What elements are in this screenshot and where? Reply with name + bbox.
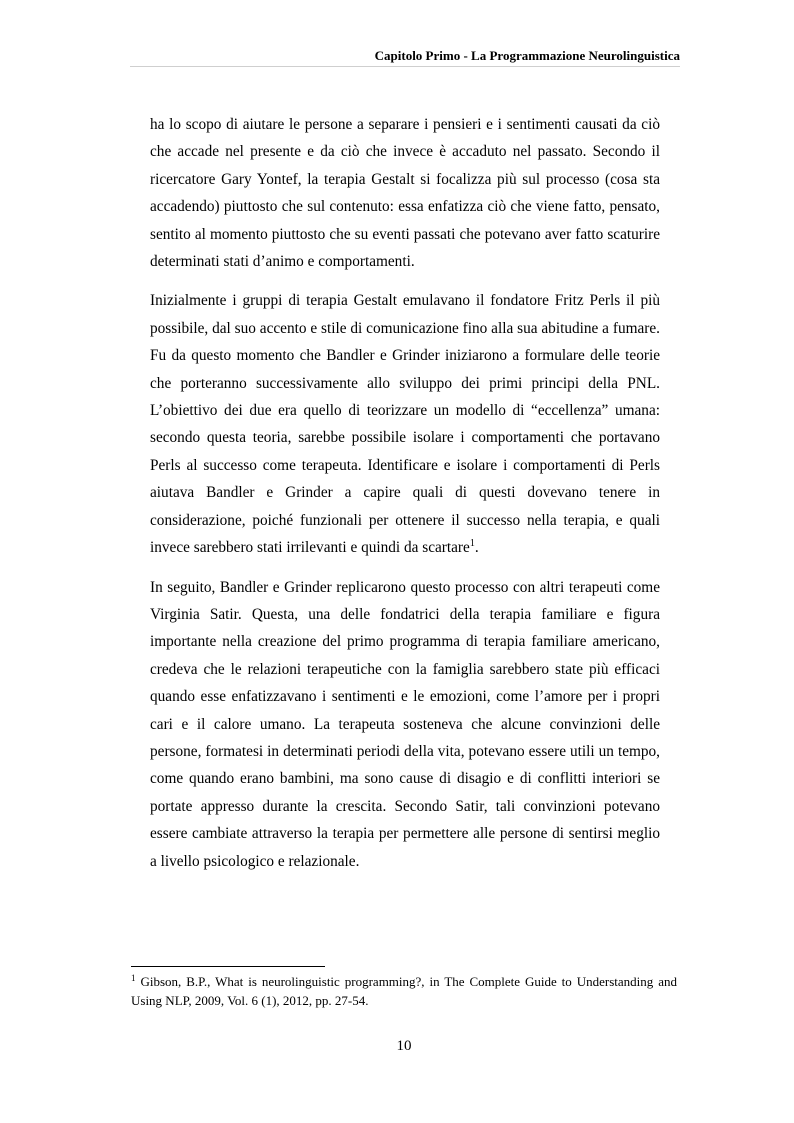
paragraph-2 bbox=[150, 287, 660, 561]
footnote-marker: 1 bbox=[131, 973, 136, 983]
paragraph-1-text: ha lo scopo di aiutare le persone a separare i pensieri e i sentimenti causati da ciò che accade nel presente e da ciò che invece è accaduto nel passato. Secondo il ricercatore Gary Yontef, la terapia Gestalt si focalizza più sul processo (cosa sta accadendo) piuttosto che sul contenuto: essa enfatizza ciò che viene fatto, pensato, sentito al momento piuttosto che su eventi passati che potevano aver fatto scaturire determinati stati d’animo e comportamenti. bbox=[150, 116, 660, 271]
footnote-divider bbox=[131, 966, 325, 967]
paragraph-3 bbox=[150, 574, 660, 875]
footnote bbox=[131, 972, 677, 1010]
page-number: 10 bbox=[396, 1038, 412, 1054]
footnote-reference[interactable]: 1 bbox=[469, 538, 475, 550]
running-header: Capitolo Primo - La Programmazione Neurolinguistica bbox=[374, 48, 680, 63]
footnote-text: Gibson, B.P., What is neurolinguistic programming?, in The Complete Guide to Understanding and Using NLP, 2009, Vol. 6 (1), 2012, pp. 27-54. bbox=[131, 974, 677, 1008]
paragraph-2-text: Inizialmente i gruppi di terapia Gestalt emulavano il fondatore Fritz Perls il più possibile, dal suo accento e stile di comunicazione fino alla sua abitudine a fumare. Fu da questo momento che Bandler e Grinder iniziarono a formulare delle teorie che porteranno successivamente allo sviluppo dei primi principi della PNL. L’obiettivo dei due era quello di teorizzare un modello di “eccellenza” umana: secondo questa teoria, sarebbe possibile isolare i comportamenti che portavano Perls al successo come terapeuta. Identificare e isolare i comportamenti di Perls aiutava Bandler e Grinder a capire quali di questi dovevano tenere in considerazione, poiché funzionali per ottenere il successo nella terapia, e quali invece sarebbero stati irrilevanti e quindi da scartare bbox=[150, 292, 660, 557]
paragraph-3-text: In seguito, Bandler e Grinder replicarono questo processo con altri terapeuti come Virginia Satir. Questa, una delle fondatrici della terapia familiare e figura importante nella creazione del primo programma di terapia familiare americano, credeva che le relazioni terapeutiche con la famiglia sarebbero state più efficaci quando esse enfatizzavano i sentimenti e le emozioni, come l’amore per i propri cari e il calore umano. La terapeuta sosteneva che alcune convinzioni delle persone, formatesi in determinati periodi della vita, potevano essere utili un tempo, come quando erano bambini, ma sono cause di disagio e di conflitti interiori se portate appresso durante la crescita. Secondo Satir, tali convinzioni potevano essere cambiate attraverso la terapia per permettere alle persone di sentirsi meglio a livello psicologico e relazionale. bbox=[150, 578, 660, 870]
paragraph-2-tail: . bbox=[474, 539, 479, 557]
header-divider bbox=[130, 66, 680, 67]
paragraph-1 bbox=[150, 111, 660, 275]
body-text bbox=[150, 111, 660, 887]
